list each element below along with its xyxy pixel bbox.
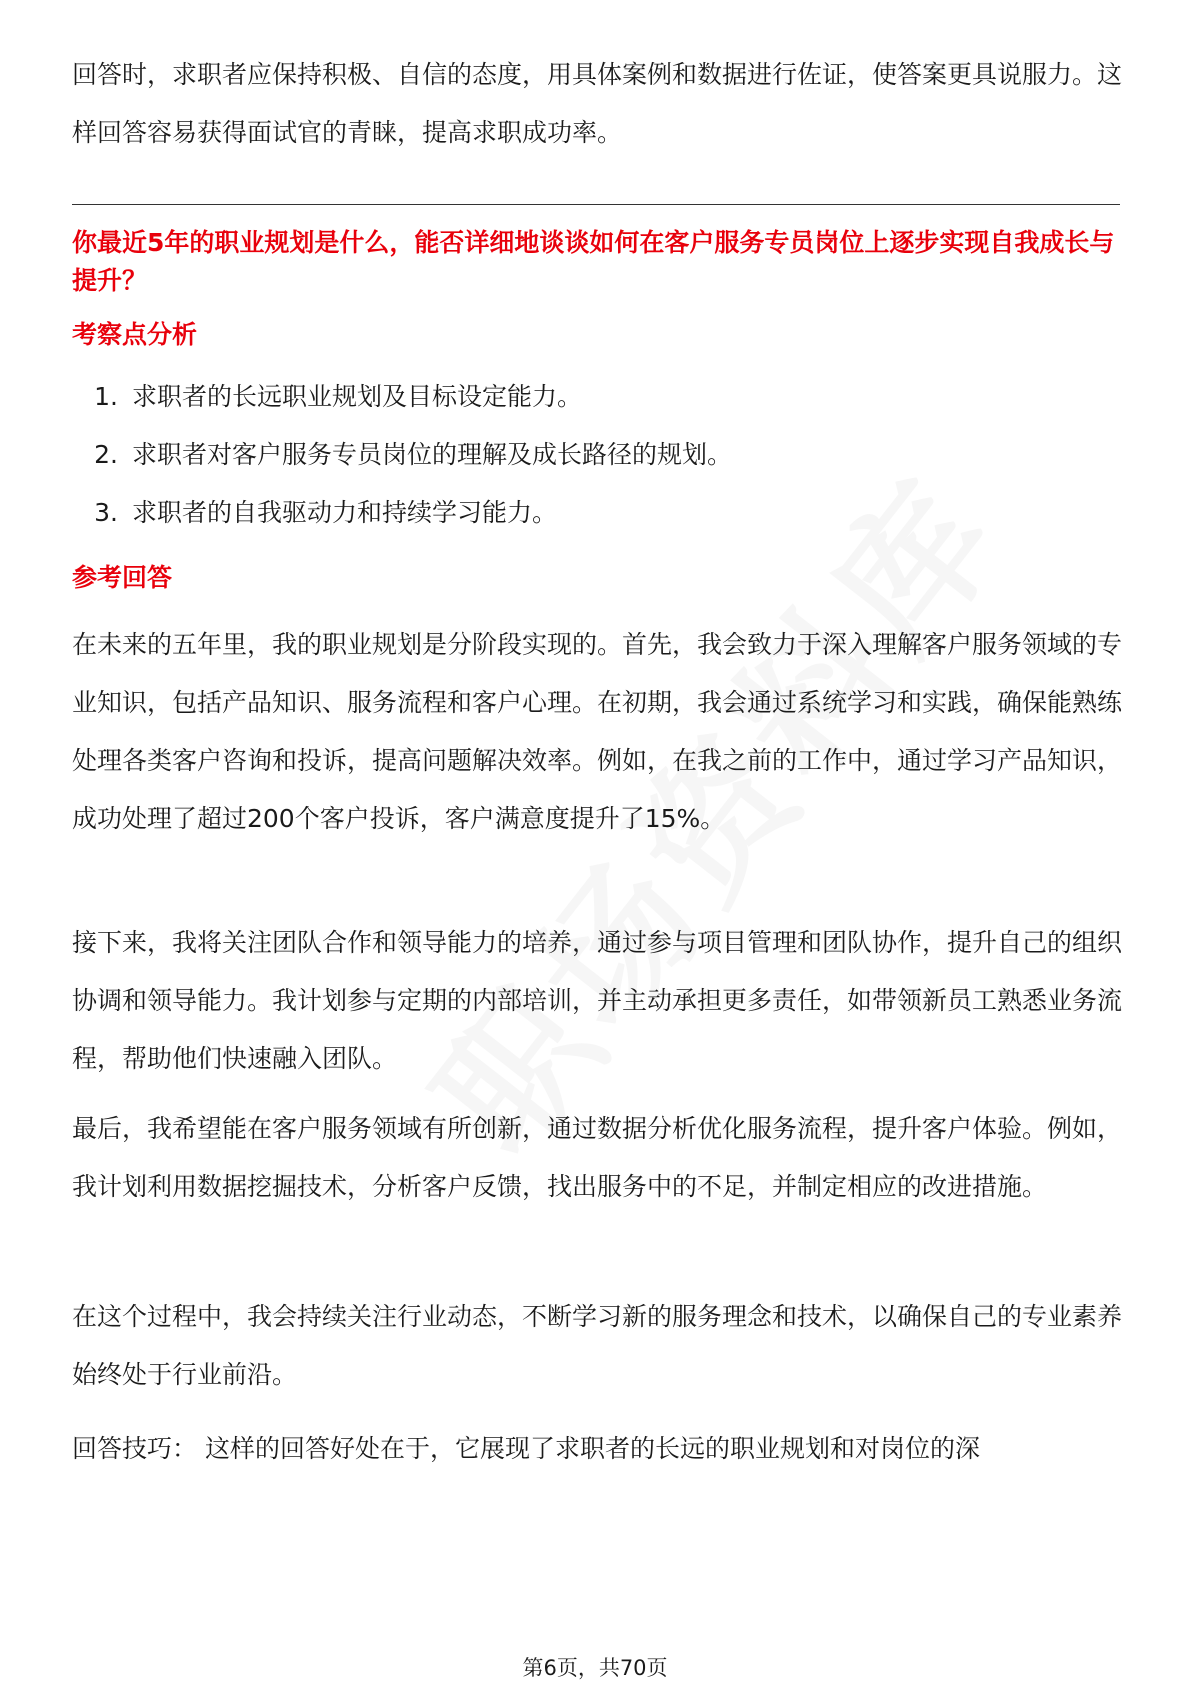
list-number: 3. <box>94 498 118 527</box>
intro-paragraph: 回答时，求职者应保持积极、自信的态度，用具体案例和数据进行佐证，使答案更具说服力。这样回答容易获得面试官的青睐，提高求职成功率。 <box>72 60 1123 147</box>
list-text: 求职者对客户服务专员岗位的理解及成长路径的规划。 <box>132 440 733 469</box>
list-item <box>70 484 1120 542</box>
list-text: 求职者的自我驱动力和持续学习能力。 <box>132 498 558 527</box>
reference-paragraph: 在未来的五年里，我的职业规划是分阶段实现的。首先，我会致力于深入理解客户服务领域的专业知识，包括产品知识、服务流程和客户心理。在初期，我会通过系统学习和实践，确保能熟练处理各类客户咨询和投诉，提高问题解决效率。例如，在我之前的工作中，通过学习产品知识，成功处理了超过200个客户投诉，客户满意度提升了15%。 <box>72 630 1123 833</box>
list-number: 1. <box>94 382 118 411</box>
reference-paragraph: 在这个过程中，我会持续关注行业动态，不断学习新的服务理念和技术，以确保自己的专业素养始终处于行业前沿。 <box>72 1302 1123 1389</box>
list-text: 求职者的长远职业规划及目标设定能力。 <box>132 382 583 411</box>
analysis-title: 考察点分析 <box>72 320 198 349</box>
question-heading: 你最近5年的职业规划是什么，能否详细地谈谈如何在客户服务专员岗位上逐步实现自我成长与提升？ <box>72 228 1115 295</box>
page-footer: 第6页，共70页 <box>522 1656 668 1680</box>
tips-paragraph: 回答技巧： 这样的回答好处在于，它展现了求职者的长远的职业规划和对岗位的深 <box>72 1434 980 1463</box>
list-item <box>70 426 1120 484</box>
section-divider <box>72 204 1120 205</box>
reference-paragraph: 接下来，我将关注团队合作和领导能力的培养，通过参与项目管理和团队协作，提升自己的组织协调和领导能力。我计划参与定期的内部培训，并主动承担更多责任，如带领新员工熟悉业务流程，帮助他们快速融入团队。 <box>72 928 1123 1073</box>
list-item <box>70 368 1120 426</box>
list-number: 2. <box>94 440 118 469</box>
reference-title: 参考回答 <box>72 563 173 592</box>
analysis-list <box>70 368 1120 542</box>
reference-paragraph: 最后，我希望能在客户服务领域有所创新，通过数据分析优化服务流程，提升客户体验。例如，我计划利用数据挖掘技术，分析客户反馈，找出服务中的不足，并制定相应的改进措施。 <box>72 1114 1123 1201</box>
